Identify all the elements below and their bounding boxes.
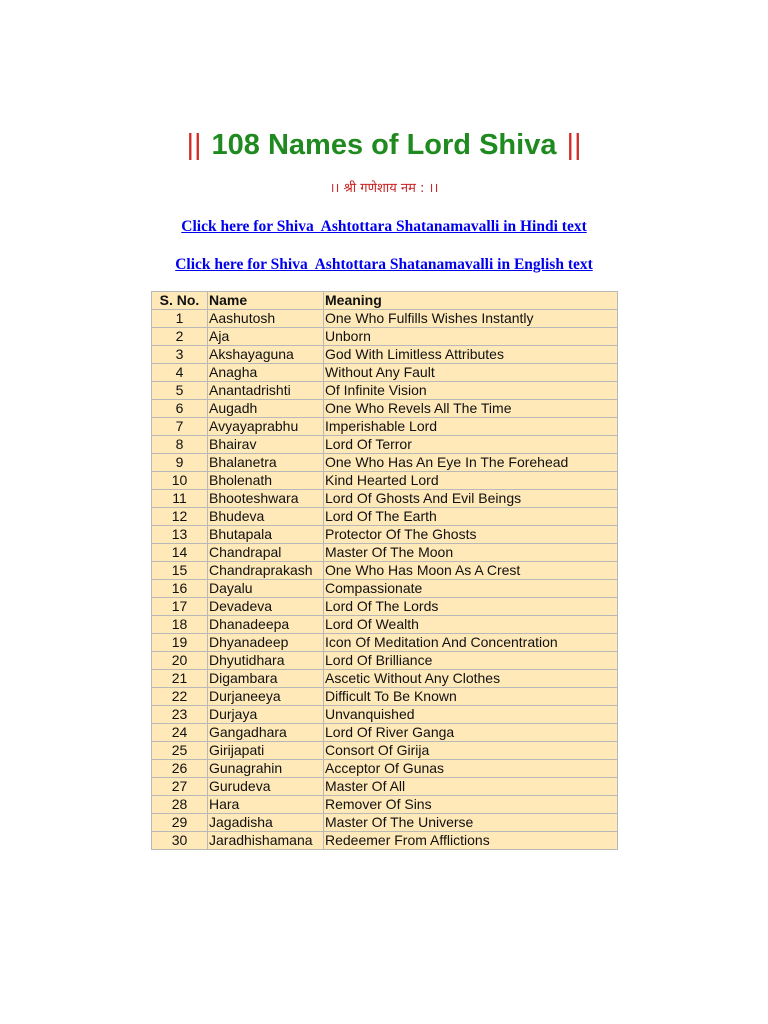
cell-meaning: Kind Hearted Lord xyxy=(324,472,618,490)
table-row xyxy=(152,400,618,418)
header-meaning: Meaning xyxy=(324,292,618,310)
cell-sno: 6 xyxy=(152,400,208,418)
cell-name: Augadh xyxy=(208,400,324,418)
cell-meaning: Unborn xyxy=(324,328,618,346)
cell-meaning: Lord Of Terror xyxy=(324,436,618,454)
cell-sno: 22 xyxy=(152,688,208,706)
english-text-link[interactable]: Click here for Shiva Ashtottara Shatanamavalli in English text xyxy=(175,256,593,273)
cell-sno: 16 xyxy=(152,580,208,598)
cell-sno: 18 xyxy=(152,616,208,634)
cell-name: Bhalanetra xyxy=(208,454,324,472)
cell-name: Hara xyxy=(208,796,324,814)
title-bar-left: || xyxy=(186,129,202,161)
cell-meaning: Acceptor Of Gunas xyxy=(324,760,618,778)
cell-meaning: Remover Of Sins xyxy=(324,796,618,814)
cell-name: Akshayaguna xyxy=(208,346,324,364)
cell-name: Dhanadeepa xyxy=(208,616,324,634)
cell-sno: 9 xyxy=(152,454,208,472)
cell-meaning: Master Of The Universe xyxy=(324,814,618,832)
cell-name: Avyayaprabhu xyxy=(208,418,324,436)
cell-sno: 1 xyxy=(152,310,208,328)
cell-name: Digambara xyxy=(208,670,324,688)
cell-sno: 26 xyxy=(152,760,208,778)
cell-name: Girijapati xyxy=(208,742,324,760)
cell-sno: 29 xyxy=(152,814,208,832)
cell-sno: 14 xyxy=(152,544,208,562)
cell-sno: 12 xyxy=(152,508,208,526)
cell-name: Gangadhara xyxy=(208,724,324,742)
cell-meaning: Lord Of Ghosts And Evil Beings xyxy=(324,490,618,508)
cell-name: Gurudeva xyxy=(208,778,324,796)
cell-meaning: Imperishable Lord xyxy=(324,418,618,436)
cell-sno: 24 xyxy=(152,724,208,742)
cell-sno: 30 xyxy=(152,832,208,850)
table-row xyxy=(152,742,618,760)
table-row xyxy=(152,454,618,472)
cell-name: Chandrapal xyxy=(208,544,324,562)
table-row xyxy=(152,436,618,454)
cell-name: Jagadisha xyxy=(208,814,324,832)
header-sno: S. No. xyxy=(152,292,208,310)
table-row xyxy=(152,328,618,346)
table-row xyxy=(152,490,618,508)
table-row xyxy=(152,814,618,832)
table-row xyxy=(152,562,618,580)
cell-name: Aja xyxy=(208,328,324,346)
page-title xyxy=(0,126,768,164)
cell-meaning: One Who Has Moon As A Crest xyxy=(324,562,618,580)
table-row xyxy=(152,418,618,436)
table-row xyxy=(152,598,618,616)
cell-sno: 15 xyxy=(152,562,208,580)
table-row xyxy=(152,706,618,724)
table-row xyxy=(152,634,618,652)
title-bar-right: || xyxy=(566,129,582,161)
cell-name: Anantadrishti xyxy=(208,382,324,400)
cell-sno: 25 xyxy=(152,742,208,760)
cell-name: Bhutapala xyxy=(208,526,324,544)
header-name: Name xyxy=(208,292,324,310)
names-table xyxy=(151,291,618,850)
table-row xyxy=(152,472,618,490)
table-row xyxy=(152,670,618,688)
cell-sno: 4 xyxy=(152,364,208,382)
cell-meaning: Lord Of Brilliance xyxy=(324,652,618,670)
table-row xyxy=(152,616,618,634)
cell-sno: 8 xyxy=(152,436,208,454)
cell-name: Bhairav xyxy=(208,436,324,454)
cell-name: Bhooteshwara xyxy=(208,490,324,508)
table-row xyxy=(152,382,618,400)
cell-meaning: God With Limitless Attributes xyxy=(324,346,618,364)
cell-meaning: Lord Of Wealth xyxy=(324,616,618,634)
cell-meaning: Ascetic Without Any Clothes xyxy=(324,670,618,688)
table-row xyxy=(152,364,618,382)
cell-sno: 11 xyxy=(152,490,208,508)
title-text: 108 Names of Lord Shiva xyxy=(211,129,557,161)
cell-meaning: One Who Has An Eye In The Forehead xyxy=(324,454,618,472)
cell-name: Anagha xyxy=(208,364,324,382)
cell-meaning: Master Of All xyxy=(324,778,618,796)
cell-meaning: Compassionate xyxy=(324,580,618,598)
hindi-text-link[interactable]: Click here for Shiva Ashtottara Shatanamavalli in Hindi text xyxy=(181,218,587,235)
cell-sno: 21 xyxy=(152,670,208,688)
cell-sno: 19 xyxy=(152,634,208,652)
table-row xyxy=(152,346,618,364)
table-row xyxy=(152,652,618,670)
table-row xyxy=(152,832,618,850)
cell-name: Dhyanadeep xyxy=(208,634,324,652)
cell-name: Bhudeva xyxy=(208,508,324,526)
cell-meaning: Unvanquished xyxy=(324,706,618,724)
table-row xyxy=(152,580,618,598)
table-row xyxy=(152,310,618,328)
cell-name: Jaradhishamana xyxy=(208,832,324,850)
cell-sno: 13 xyxy=(152,526,208,544)
cell-meaning: Lord Of The Earth xyxy=(324,508,618,526)
cell-sno: 28 xyxy=(152,796,208,814)
cell-meaning: Lord Of The Lords xyxy=(324,598,618,616)
cell-sno: 3 xyxy=(152,346,208,364)
cell-name: Aashutosh xyxy=(208,310,324,328)
cell-sno: 2 xyxy=(152,328,208,346)
table-body xyxy=(152,310,618,850)
cell-meaning: One Who Fulfills Wishes Instantly xyxy=(324,310,618,328)
table-row xyxy=(152,760,618,778)
cell-sno: 27 xyxy=(152,778,208,796)
table-row xyxy=(152,688,618,706)
cell-meaning: Difficult To Be Known xyxy=(324,688,618,706)
cell-sno: 5 xyxy=(152,382,208,400)
cell-name: Durjaya xyxy=(208,706,324,724)
cell-sno: 10 xyxy=(152,472,208,490)
table-row xyxy=(152,544,618,562)
cell-meaning: Lord Of River Ganga xyxy=(324,724,618,742)
cell-name: Devadeva xyxy=(208,598,324,616)
table-row xyxy=(152,796,618,814)
table-row xyxy=(152,508,618,526)
table-row xyxy=(152,724,618,742)
cell-sno: 20 xyxy=(152,652,208,670)
cell-name: Bholenath xyxy=(208,472,324,490)
cell-name: Gunagrahin xyxy=(208,760,324,778)
cell-meaning: Consort Of Girija xyxy=(324,742,618,760)
cell-meaning: Redeemer From Afflictions xyxy=(324,832,618,850)
table-row xyxy=(152,778,618,796)
cell-name: Durjaneeya xyxy=(208,688,324,706)
cell-meaning: Icon Of Meditation And Concentration xyxy=(324,634,618,652)
cell-sno: 23 xyxy=(152,706,208,724)
cell-name: Dayalu xyxy=(208,580,324,598)
cell-meaning: Of Infinite Vision xyxy=(324,382,618,400)
table-header-row xyxy=(152,292,618,310)
table-row xyxy=(152,526,618,544)
cell-meaning: One Who Revels All The Time xyxy=(324,400,618,418)
cell-meaning: Protector Of The Ghosts xyxy=(324,526,618,544)
cell-sno: 7 xyxy=(152,418,208,436)
cell-name: Dhyutidhara xyxy=(208,652,324,670)
cell-meaning: Without Any Fault xyxy=(324,364,618,382)
cell-sno: 17 xyxy=(152,598,208,616)
cell-name: Chandraprakash xyxy=(208,562,324,580)
invocation-text: ।। श्री गणेशाय नम : ।। xyxy=(329,181,439,196)
cell-meaning: Master Of The Moon xyxy=(324,544,618,562)
